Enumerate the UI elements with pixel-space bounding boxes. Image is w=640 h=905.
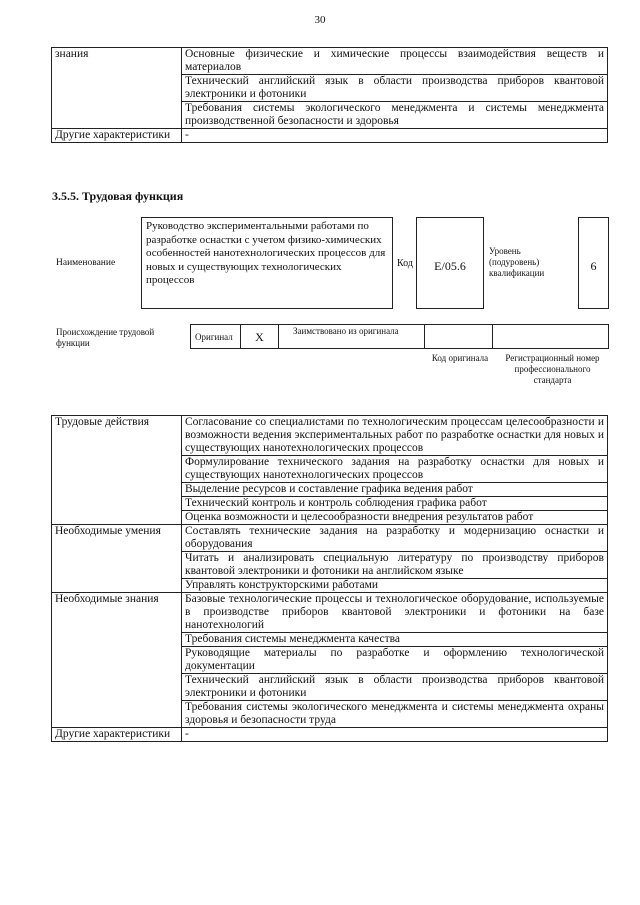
row-item: Руководящие материалы по разработке и оформлению технологической документации <box>182 647 608 674</box>
row-item: Технический английский язык в области производства приборов квантовой электроники и фотоники <box>182 75 608 102</box>
row-label: знания <box>52 48 182 129</box>
table-row <box>52 48 608 75</box>
row-item: Технический английский язык в области производства приборов квантовой электроники и фотоники <box>182 674 608 701</box>
table-row <box>52 593 608 633</box>
row-item: Согласование со специалистами по технологическим процессам целесообразности и возможности ведения экспериментальных работ по разработке оснастки для новых и существующих нанотехнологических процессов <box>182 416 608 456</box>
row-label: Другие характеристики <box>52 728 182 742</box>
table-row <box>52 129 608 143</box>
table-row <box>52 525 608 552</box>
reg-number-caption: Регистрационный номер профессионального стандарта <box>505 353 600 385</box>
row-item: Составлять технические задания на разработку и модернизацию оснастки и оборудования <box>182 525 608 552</box>
row-item: Базовые технологические процессы и технологическое оборудование, используемые в производстве приборов квантовой электроники и фотоники на базе нанотехнологий <box>182 593 608 633</box>
row-label: Необходимые знания <box>52 593 182 728</box>
origin-code-cell <box>425 325 493 348</box>
row-item: Формулирование технического задания на разработку оснастки для новых и существующих нанотехнологических процессов <box>182 456 608 483</box>
name-label: Наименование <box>56 258 116 268</box>
top-table <box>51 47 608 143</box>
row-item: Оценка возможности и целесообразности внедрения результатов работ <box>182 511 608 525</box>
row-item: Требования системы экологического менеджмента и системы менеджмента производственной безопасности и здоровья <box>182 102 608 129</box>
row-item: Требования системы менеджмента качества <box>182 633 608 647</box>
row-label: Другие характеристики <box>52 129 182 143</box>
origin-row <box>190 324 609 349</box>
row-label: Необходимые умения <box>52 525 182 593</box>
main-table <box>51 415 608 742</box>
code-value: E/05.6 <box>416 217 484 309</box>
section-title: 3.5.5. Трудовая функция <box>52 189 184 203</box>
page-number: 30 <box>314 14 326 26</box>
code-label: Код <box>397 258 413 269</box>
row-item: Управлять конструкторскими работами <box>182 579 608 593</box>
table-row <box>52 728 608 742</box>
table-row <box>52 416 608 456</box>
borrowed-label: Заимствовано из оригинала <box>279 325 425 348</box>
row-item: Читать и анализировать специальную литературу по производству приборов квантовой электроники и фотоники на английском языке <box>182 552 608 579</box>
row-label: Трудовые действия <box>52 416 182 525</box>
level-label: Уровень (подуровень) квалификации <box>489 246 545 278</box>
origin-code-caption: Код оригинала <box>431 353 489 363</box>
row-item: - <box>182 728 608 742</box>
row-item: Выделение ресурсов и составление графика ведения работ <box>182 483 608 497</box>
level-value: 6 <box>578 217 609 309</box>
row-item: Технический контроль и контроль соблюдения графика работ <box>182 497 608 511</box>
row-item: Основные физические и химические процессы взаимодействия веществ и материалов <box>182 48 608 75</box>
original-label: Оригинал <box>191 325 241 348</box>
row-item: Требования системы экологического менеджмента и системы менеджмента охраны здоровья и безопасности труда <box>182 701 608 728</box>
row-item: - <box>182 129 608 143</box>
function-name: Руководство экспериментальными работами по разработке оснастки с учетом физико-химических особенностей нанотехнологических процессов для новых и существующих технологических процессов <box>141 217 393 309</box>
original-mark: X <box>241 325 279 348</box>
origin-label: Происхождение трудовой функции <box>56 327 155 348</box>
